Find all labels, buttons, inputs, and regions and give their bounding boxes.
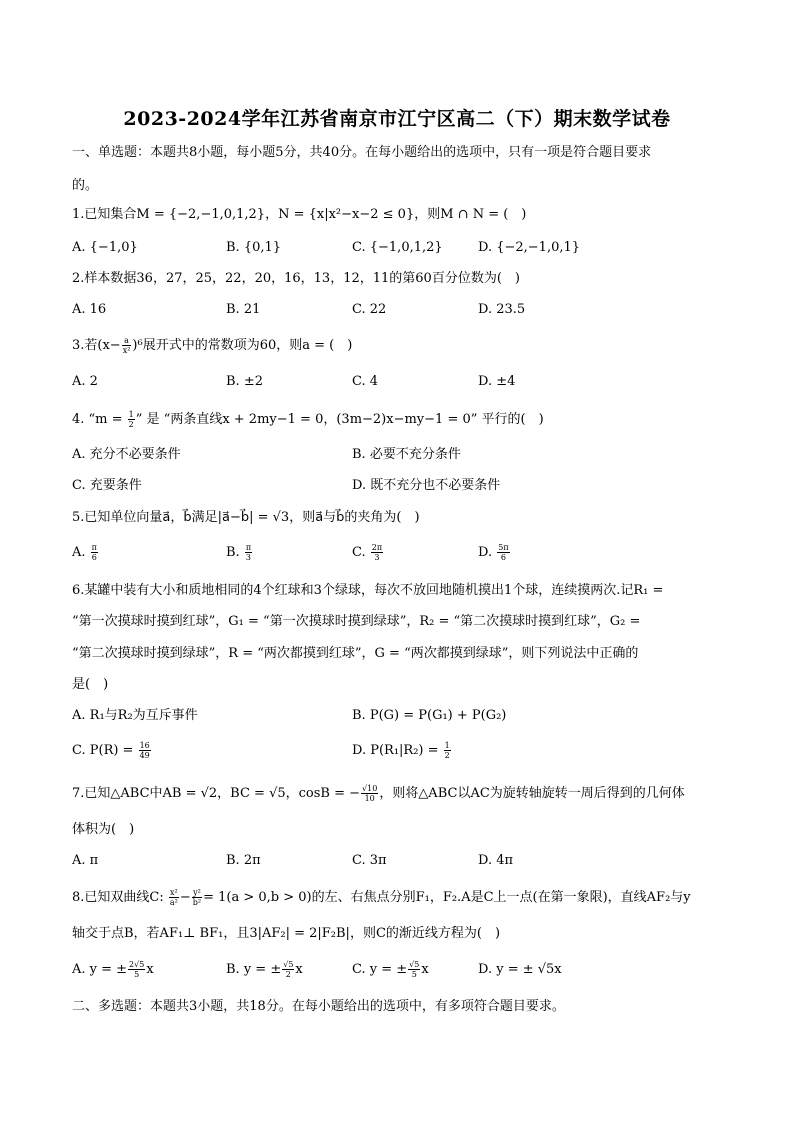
q1-option-a: A. {−1,0} [72,240,138,255]
q5-a-num: π [91,543,97,552]
q3-frac-num: a [122,336,132,346]
q6-d-fraction [444,741,451,760]
q1-option-b: B. {0,1} [226,240,282,255]
q6-line-2: “第一次摸球时摸到红球”，G₁ = “第一次摸球时摸到绿球”，R₂ = “第二次摸球时摸到红球”，G₂ = [72,614,641,629]
q5-a-fraction [91,543,98,562]
q5-option-a [72,543,99,563]
q3-option-b: B. ±2 [226,374,263,389]
q5-c-num: 2π [371,543,383,552]
q4-stem-pre: 4. “m = [72,412,127,427]
q6-c-num: 16 [139,741,150,750]
q8-option-b [226,960,303,980]
q8-frac-x-den: a² [169,898,178,907]
q4-fraction [128,410,135,429]
q4-option-a: A. 充分不必要条件 [72,447,181,462]
q5-option-c [352,543,384,563]
q8-line-2: 轴交于点B，若AF₁⊥ BF₁，且3|AF₂| = 2|F₂B|，则C的渐近线方程为( ) [72,926,501,941]
q7-line-2: 体积为( ) [72,822,135,837]
q8-frac-y [192,888,202,907]
q1-stem: 1.已知集合M = {−2,−1,0,1,2}，N = {x|x²−x−2 ≤ 0}，则M ∩ N = ( ) [72,207,527,222]
q8-option-a [72,960,154,980]
q2-option-a: A. 16 [72,302,107,317]
q2-option-d: D. 23.5 [478,302,526,317]
q1-option-c: C. {−1,0,1,2} [352,240,443,255]
q8-c-fraction [408,960,420,979]
q6-d-label: D. P(R₁|R₂) = [352,743,443,758]
q6-line-4: 是( ) [72,677,109,692]
q5-d-num: 5π [498,543,509,552]
q5-option-b [226,543,253,563]
q8-c-tail: x [421,962,429,977]
q6-d-den: 2 [444,751,450,760]
q8-c-num: √5 [409,960,420,969]
q5-stem: 5.已知单位向量a⃗，b⃗满足|a⃗−b⃗| = √3，则a⃗与b⃗的夹角为( ) [72,510,420,525]
q8-line-1-mid: = 1(a > 0,b > 0)的左、右焦点分别F₁，F₂.A是C上一点(在第一象限)，直线AF₂与y [203,890,691,905]
q6-c-label: C. P(R) = [72,743,138,758]
q5-option-d [478,543,511,563]
q4-option-c: C. 充要条件 [72,478,142,493]
q5-c-label: C. [352,545,366,560]
q6-c-den: 49 [139,751,150,760]
q7-line-1 [72,784,732,804]
q3-fraction [122,336,132,355]
q2-option-c: C. 22 [352,302,387,317]
q8-frac-x-num: x² [170,888,178,897]
q4-stem [72,410,732,430]
q7-option-c: C. 3π [352,853,387,868]
q8-frac-y-den: b² [192,898,202,907]
q5-a-label: A. [72,545,86,560]
q8-a-label: A. y = ± [72,962,128,977]
q8-b-num: √5 [283,960,294,969]
q8-a-den: 5 [134,970,140,979]
q6-option-d [352,741,452,761]
q2-stem: 2.样本数据36，27，25，22，20，16，13，12，11的第60百分位数为( ) [72,271,520,286]
q8-b-fraction [282,960,294,979]
q5-d-den: 6 [500,553,506,562]
q6-option-a: A. R₁与R₂为互斥事件 [72,708,198,723]
exam-title: 2023-2024学年江苏省南京市江宁区高二（下）期末数学试卷 [123,108,671,130]
q5-d-fraction [497,543,509,562]
q7-frac-num: √10 [362,784,378,793]
q8-b-den: 2 [285,970,291,979]
q7-fraction [361,784,378,803]
q8-option-c [352,960,429,980]
q5-b-fraction [245,543,252,562]
section1-heading-cont: 的。 [72,178,99,193]
q8-frac-x [169,888,179,907]
q6-option-b: B. P(G) = P(G₁) + P(G₂) [352,708,507,723]
q2-option-b: B. 21 [226,302,261,317]
q3-option-d: D. ±4 [478,374,516,389]
q8-c-den: 5 [411,970,417,979]
q3-frac-den: x² [122,346,131,355]
q8-line-1: 8.已知双曲线C: $\frac{\text{x²}}{\text{a²}}$ − $\frac{\text{y²}}{\text{b²}}$ = 1(a > 0,b > 0)的左、右焦点分别F₁，F₂.A是C上一点(在第一象限)，直线AF₂与y [72,888,691,907]
q6-line-1: 6.某罐中装有大小和质地相同的4个红球和3个绿球，每次不放回地随机摸出1个球，连续摸两次.记R₁ = [72,583,664,598]
q7-option-b: B. 2π [226,853,261,868]
q6-d-num: 1 [444,741,450,750]
q4-frac-den: 2 [128,420,134,429]
q8-line-1-pre: 8.已知双曲线C: [72,890,164,905]
q5-c-den: 3 [374,553,380,562]
q5-b-num: π [245,543,252,552]
q5-a-den: 6 [91,553,97,562]
q5-b-den: 3 [245,553,251,562]
q1-option-d: D. {−2,−1,0,1} [478,240,581,255]
q3-stem-post: )⁶展开式中的常数项为60，则a = ( ) [132,338,353,353]
q8-option-d: D. y = ± √5x [478,962,562,977]
q3-option-a: A. 2 [72,374,98,389]
q8-a-num: 2√5 [129,960,145,969]
q8-a-fraction [128,960,145,979]
q3-stem [72,336,732,356]
q7-option-a: A. π [72,853,99,868]
q4-option-d: D. 既不充分也不必要条件 [352,478,501,493]
q4-stem-post: ” 是 “两条直线x + 2my−1 = 0，(3m−2)x−my−1 = 0” 平行的( ) [135,412,544,427]
q3-option-c: C. 4 [352,374,379,389]
q8-c-label: C. y = ± [352,962,408,977]
q6-line-3: “第二次摸球时摸到绿球”，R = “两次都摸到红球”，G = “两次都摸到绿球”，则下列说法中正确的 [72,646,639,661]
q7-line-1-pre: 7.已知△ABC中AB = √2，BC = √5，cosB = − [72,786,361,801]
q5-d-label: D. [478,545,493,560]
q3-stem-pre: 3.若(x− [72,338,121,353]
q8-a-tail: x [146,962,154,977]
q6-c-fraction [139,741,151,760]
q7-line-1-post: ，则将△ABC以AC为旋转轴旋转一周后得到的几何体 [379,786,685,801]
q6-option-c [72,741,152,761]
q8-b-tail: x [295,962,303,977]
q7-frac-den: 10 [364,794,375,803]
q4-option-b: B. 必要不充分条件 [352,447,461,462]
q5-b-label: B. [226,545,240,560]
q8-frac-y-num: y² [193,888,201,897]
q5-c-fraction [371,543,383,562]
q8-b-label: B. y = ± [226,962,282,977]
q7-option-d: D. 4π [478,853,514,868]
section2-heading: 二、多选题：本题共3小题，共18分。在每小题给出的选项中，有多项符合题目要求。 [72,999,565,1014]
section1-heading: 一、单选题：本题共8小题，每小题5分，共40分。在每小题给出的选项中，只有一项是符合题目要求 [72,145,652,160]
q4-frac-num: 1 [128,410,134,419]
